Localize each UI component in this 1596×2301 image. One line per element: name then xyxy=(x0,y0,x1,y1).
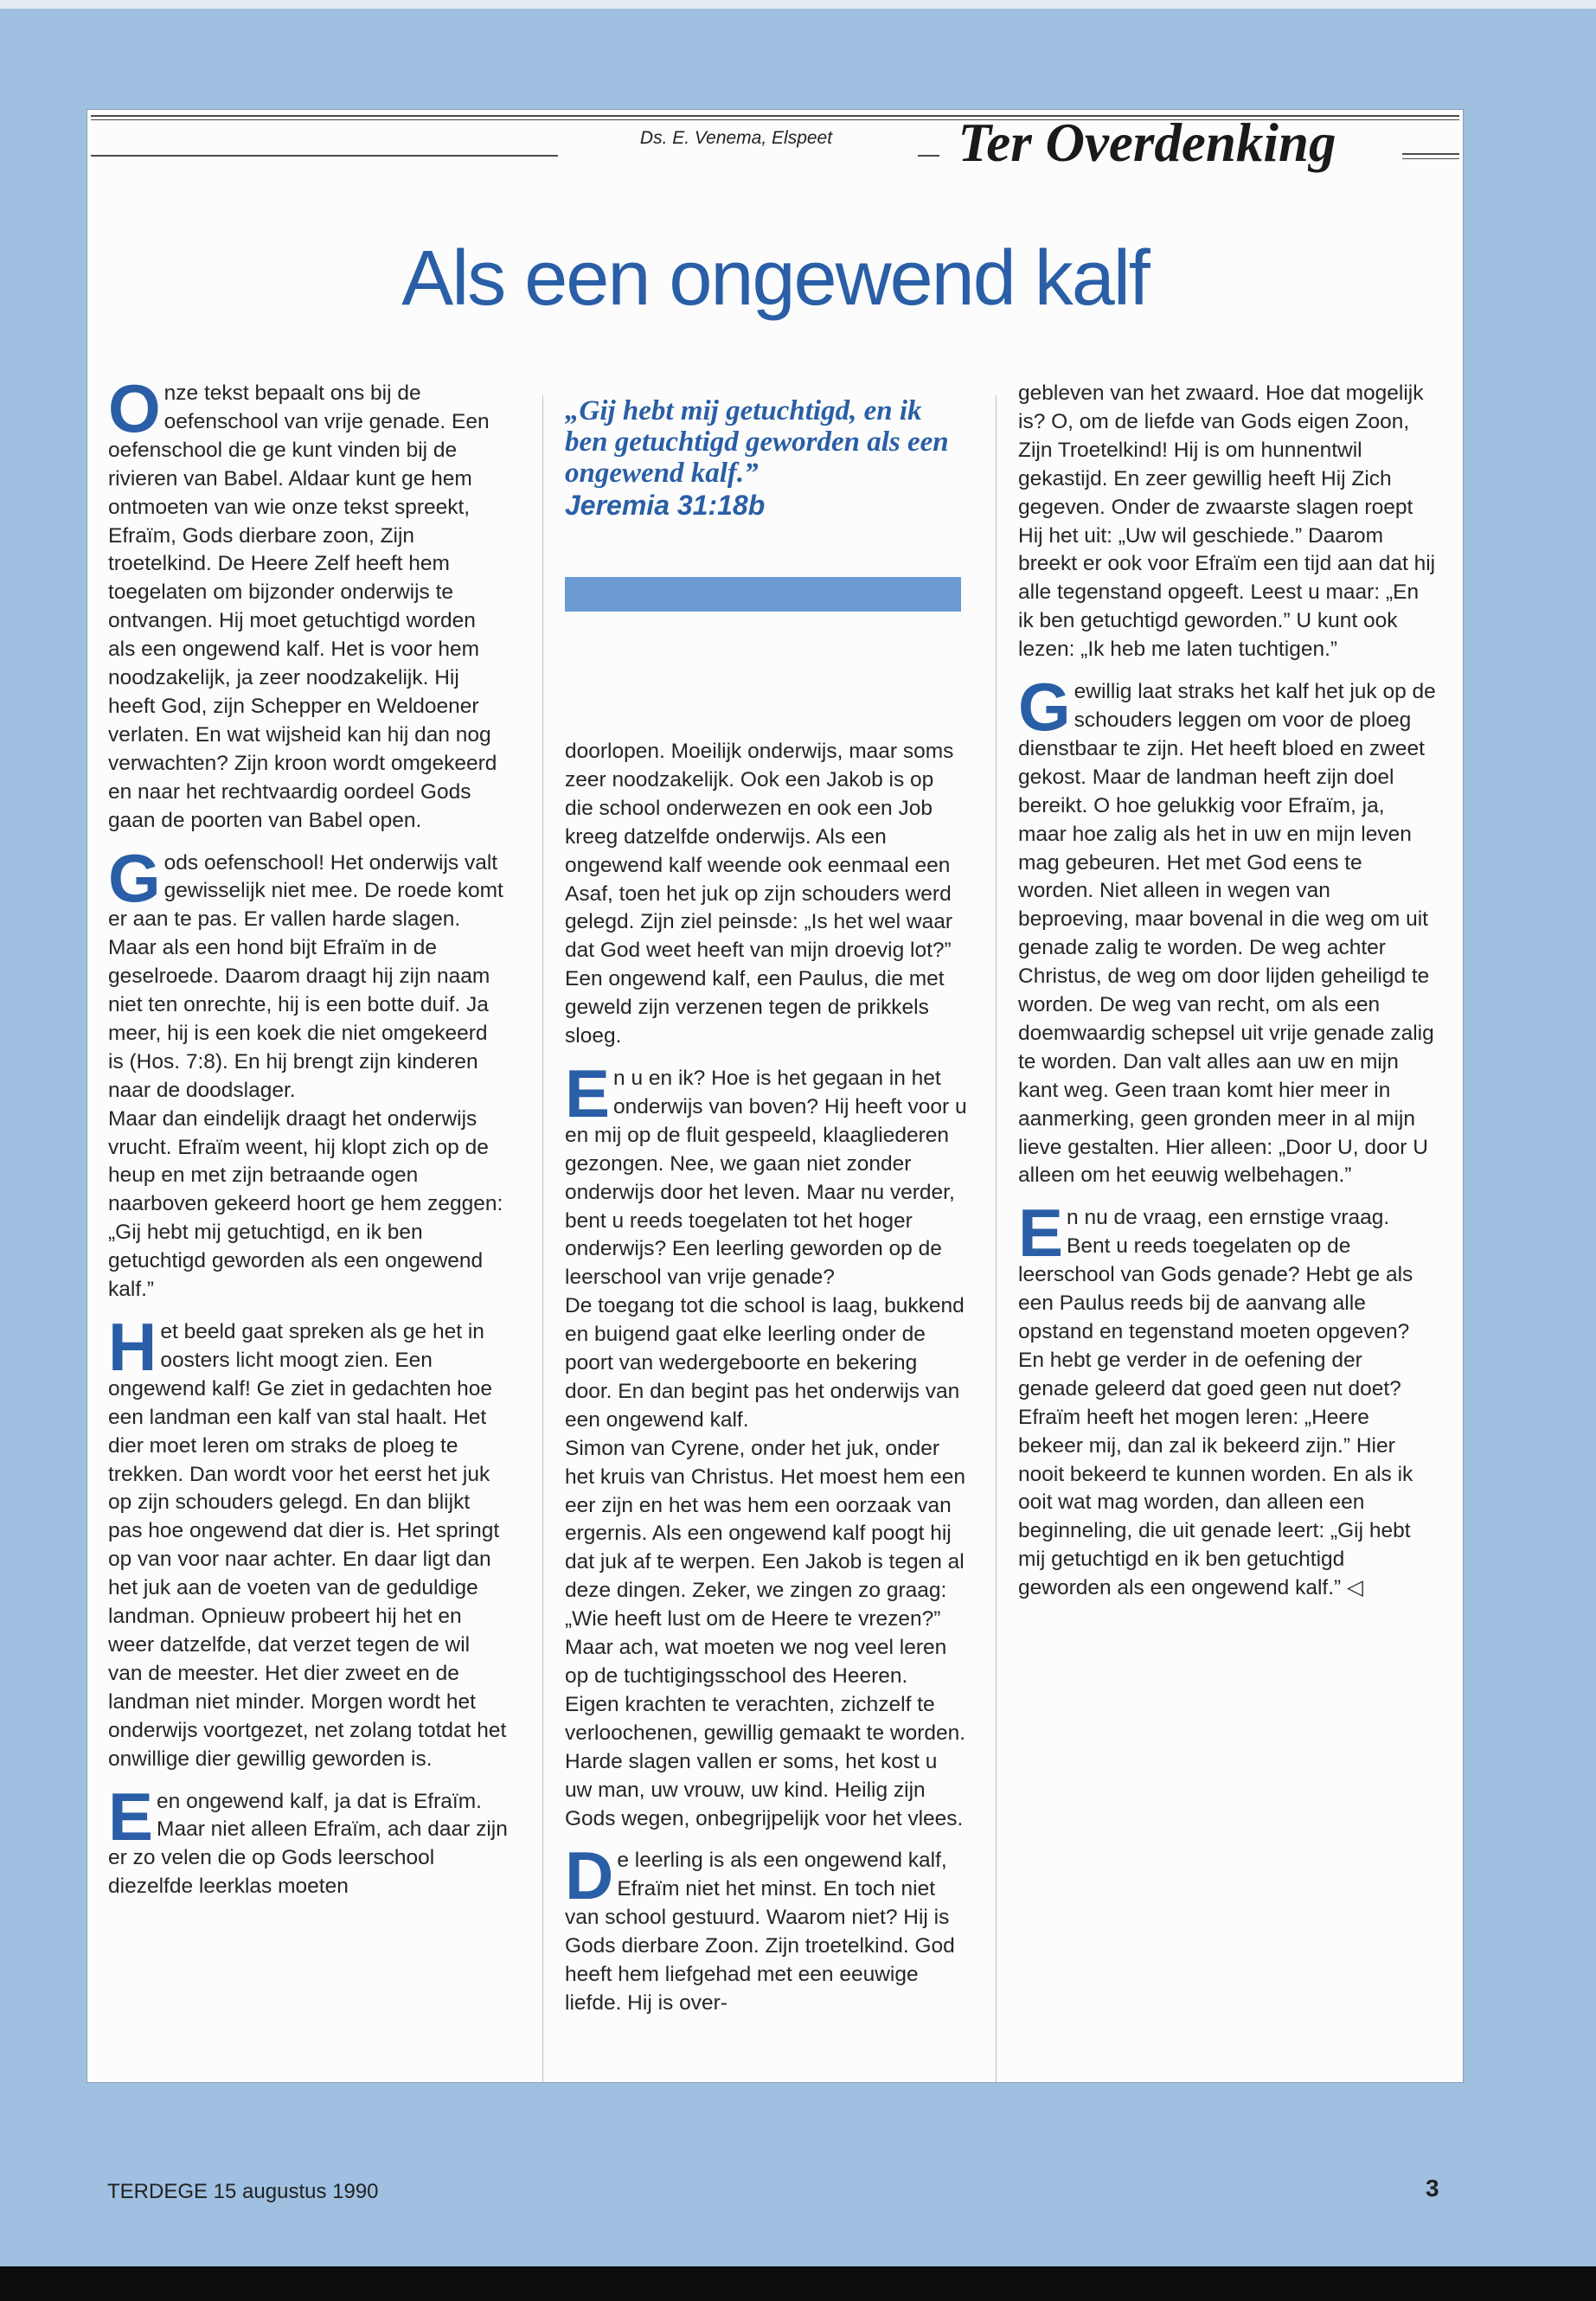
column-divider-2 xyxy=(996,395,997,2082)
paragraph: Gods oefenschool! Het onderwijs valt gewisselijk niet mee. De roede komt er aan te pas. Er vallen harde slagen. Maar als een hond bijt Efraïm in de geselroede. Daarom draagt hij zijn naam niet ten onrechte, hij is een botte duif. Ja meer, hij is een koek die niet omgekeerd is (Hos. 7:8). En hij brengt zijn kinderen naar de doodslager. xyxy=(108,839,503,1102)
paragraph: Gewillig laat straks het kalf het juk op de schouders leggen om voor de ploeg dienstbaar te zijn. Het heeft bloed en zweet gekost. Maar de landman heeft zijn doel bereikt. O hoe gelukkig voor Efraïm, ja, maar hoe zalig als het in uw en mijn leven mag gebeuren. Het met God eens te worden. Niet alleen in wegen van beproeving, maar bovenal in die weg om uit genade zalig te worden. De weg achter Christus, de weg om door lijden geheiligd te worden. De weg van recht, om als een doemwaardig schepsel uit vrije genade zalig te worden. Dan valt alles aan uw en mijn kant weg. Geen traan komt hier meer in aanmerking, geen gronden meer in al mijn lieve gestalten. Hier alleen: „Door U, door U alleen om het eeuwig welbehagen.” xyxy=(1018,669,1436,1188)
column-2 xyxy=(565,395,967,2015)
magazine-page xyxy=(87,109,1464,2083)
paragraph: Onze tekst bepaalt ons bij de oefenschool van vrije genade. Een oefenschool die ge kunt vinden bij de rivieren van Babel. Aldaar kunt ge hem ontmoeten van wie onze tekst spreekt, Efraïm, Gods dierbare zoon, Zijn troetelkind. De Heere Zelf heeft hem toegelaten om bijzonder onderwijs te ontvangen. Hij moet getuchtigd worden als een ongewend kalf. Het is voor hem noodzakelijk, ja zeer noodzakelijk. Hij heeft God, zijn Schepper en Weldoener verlaten. En wat wijsheid kan hij dan nog verwachten? Zijn kroon wordt omgekeerd en naar het rechtvaardig oordeel Gods gaan de poorten van Babel open. xyxy=(108,370,497,832)
scan-bottom-edge xyxy=(0,2266,1596,2301)
footer-publication: TERDEGE 15 augustus 1990 xyxy=(107,2180,379,2203)
drop-cap: E xyxy=(108,1778,154,1855)
paragraph: En nu de vraag, een ernstige vraag. Bent u reeds toegelaten op de leerschool van Gods genade? Hebt ge als een Paulus reeds bij de aanvang alle opstand en tegenstand moeten opgeven? En hebt ge verder in de oefening der genade geleerd dat goed geen nut doet? Efraïm heeft het mogen leren: „Heere bekeer mij, dan zal ik bekeerd zijn.” Hier nooit bekeerd te kunnen worden. En als ik ooit wat mag worden, dan alleen een beginneling, die uit genade leert: „Gij hebt mij getuchtigd en ik ben getuchtigd geworden als een ongewend kalf.” ◁ xyxy=(1018,1195,1413,1600)
header-rule-far-right xyxy=(1402,153,1459,155)
column-1 xyxy=(108,370,508,1915)
quote-bar xyxy=(565,577,961,612)
pull-quote-reference: Jeremia 31:18b xyxy=(565,490,766,521)
drop-cap: G xyxy=(1018,669,1071,746)
column-2-body xyxy=(565,738,967,2032)
pull-quote: „Gij hebt mij getuchtigd, en ik ben getuchtigd geworden als een ongewend kalf.” xyxy=(565,395,949,489)
paragraph: Simon van Cyrene, onder het juk, onder het kruis van Christus. Het moest hem een eer zijn en het was hem een oorzaak van ergernis. Als een ongewend kalf poogt hij dat juk af te werpen. Een Jakob is tegen al deze dingen. Zeker, we zingen zo graag: „Wie heeft lust om de Heere te vrezen?” Maar ach, wat moeten we nog veel leren op de tuchtigingsschool des Heeren. Eigen krachten te verachten, zichzelf te verloochenen, gewillig gemaakt te worden. Harde slagen vallen er soms, het kost u uw man, uw vrouw, uw kind. Heilig zijn Gods wegen, onbegrijpelijk voor het vlees. xyxy=(565,1436,966,1830)
paragraph: En u en ik? Hoe is het gegaan in het onderwijs van boven? Hij heeft voor u en mij op de fluit gespeeld, klaagliederen gezongen. Nee, we gaan niet zonder onderwijs door het leven. Maar nu verder, bent u reeds toegelaten tot het hoger onderwijs? Een leerling geworden op de leerschool van vrije genade? xyxy=(565,1054,967,1290)
header-rule-far-right-2 xyxy=(1402,158,1459,159)
column-3 xyxy=(1018,380,1438,1617)
article-title: Als een ongewend kalf xyxy=(401,235,1149,322)
paragraph: gebleven van het zwaard. Hoe dat mogelijk is? O, om de liefde van Gods eigen Zoon, Zijn Troetelkind! Hij is om hunnentwil gekastijd. En zeer gewillig heeft Hij Zich gegeven. Onder de zwaarste slagen roept Hij het uit: „Uw wil geschiede.” Daarom breekt er ook voor Efraïm een tijd aan dat hij alle tegenstand opgeeft. Leest u maar: „En ik ben getuchtigd geworden.” U kunt ook lezen: „Ik heb me laten tuchtigen.” xyxy=(1018,381,1436,662)
drop-cap: E xyxy=(1018,1195,1064,1272)
page-number: 3 xyxy=(1426,2175,1439,2202)
paragraph: De toegang tot die school is laag, bukkend en buigend gaat elke leerling onder de poort van wedergeboorte en bekering door. En dan begint pas het onderwijs van een ongewend kalf. xyxy=(565,1294,965,1432)
paragraph: Het beeld gaat spreken als ge het in oosters licht moogt zien. Een ongewend kalf! Ge ziet in gedachten hoe een landman een kalf van stal haalt. Het dier moet leren om straks de ploeg te trekken. Dan wordt voor het eerst het juk op zijn schouders gelegd. En dan blijkt pas hoe ongewend dat dier is. Het springt op van voor naar achter. En daar ligt dan het juk aan de voeten van de geduldige landman. Opnieuw probeert hij het en weer datzelfde, dat verzet tegen de wil van de meester. Het dier zweet en de landman niet minder. Morgen wordt het onderwijs voortgezet, net zolang totdat het onwillige dier gewillig geworden is. xyxy=(108,1309,507,1771)
paragraph: Een ongewend kalf, ja dat is Efraïm. Maar niet alleen Efraïm, ach daar zijn er zo velen die op Gods leerschool diezelfde leerklas moeten xyxy=(108,1778,508,1899)
rubric-title: Ter Overdenking xyxy=(958,112,1336,173)
drop-cap: G xyxy=(108,839,161,916)
column-divider-1 xyxy=(542,395,543,2082)
drop-cap: D xyxy=(565,1837,614,1914)
paragraph: De leerling is als een ongewend kalf, Efraïm niet het minst. En toch niet van school gestuurd. Waarom niet? Hij is Gods dierbare Zoon. Zijn troetelkind. God heeft hem liefgehad met een eeuwige liefde. Hij is over- xyxy=(565,1837,955,2015)
paragraph: doorlopen. Moeilijk onderwijs, maar soms zeer noodzakelijk. Ook een Jakob is op die school onderwezen en ook een Job kreeg datzelfde onderwijs. Als een ongewend kalf weende ook eenmaal een Asaf, toen het juk op zijn schouders werd gelegd. Zijn ziel peinsde: „Is het wel waar dat God weet heeft van mijn droevig lot?” Een ongewend kalf, een Paulus, die met geweld zijn verzenen tegen de prikkels sloeg. xyxy=(565,740,954,1048)
drop-cap: H xyxy=(108,1309,157,1385)
header-rule-left xyxy=(91,155,558,157)
scan-top-edge xyxy=(0,0,1596,9)
drop-cap: E xyxy=(565,1054,611,1131)
author-byline: Ds. E. Venema, Elspeet xyxy=(639,128,833,148)
paragraph: Maar dan eindelijk draagt het onderwijs vrucht. Efraïm weent, hij klopt zich op de heup en met zijn betraande ogen naarboven gekeerd hoort ge hem zeggen: „Gij hebt mij getuchtigd, en ik ben getuchtigd geworden als een ongewend kalf.” xyxy=(108,1106,503,1302)
drop-cap: O xyxy=(108,370,161,446)
